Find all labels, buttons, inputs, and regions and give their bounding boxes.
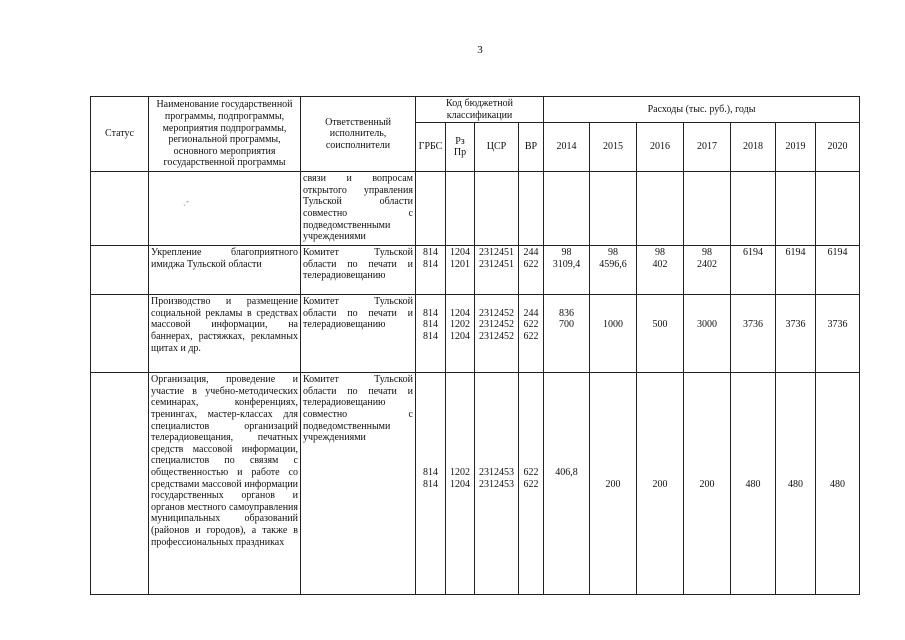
header-year-2020: 2020 [816, 123, 860, 172]
y2018-cell [731, 246, 776, 295]
csr-cell [475, 172, 519, 246]
y2014-cell [544, 295, 590, 373]
value-line: 2402 [697, 258, 718, 270]
value-line: 1204 [450, 247, 470, 259]
executor-cell: Комитет Тульской области по печати и телерадиовещанию совместно с подведомственными учреждениями [301, 373, 416, 595]
value-line: 1000 [603, 319, 624, 331]
y2015-cell [590, 373, 637, 595]
header-executor: Ответственный исполнитель, соисполнители [301, 97, 416, 172]
y2015-cell [590, 295, 637, 373]
y2015-cell [590, 172, 637, 246]
value-line: 814 [423, 247, 438, 259]
rzpr-cell [446, 246, 475, 295]
scan-speck: ˏ- [183, 196, 189, 206]
y2019-cell [776, 295, 816, 373]
status-cell [91, 246, 149, 295]
value-line: 500 [652, 319, 668, 331]
value-line: 6194 [785, 247, 806, 259]
value-line: 814 [423, 478, 438, 490]
value-line: 3736 [743, 319, 764, 331]
value-line: 1201 [450, 258, 470, 270]
value-line: 1202 [450, 466, 470, 478]
status-cell [91, 172, 149, 246]
program-name-cell: Производство и размещение социальной рекламы в средствах массовой информации, на баннерах, растяжках, рекламных щитах и др. [149, 295, 301, 373]
rzpr-cell [446, 172, 475, 246]
y2020-cell [816, 373, 860, 595]
y2019-cell [776, 373, 816, 595]
y2017-cell [684, 246, 731, 295]
value-line: 2312453 [479, 466, 514, 478]
value-line: 622 [523, 330, 539, 342]
value-line: 1204 [450, 307, 470, 319]
value-line: 3109,4 [552, 258, 581, 270]
header-csr: ЦСР [475, 123, 519, 172]
y2020-cell [816, 295, 860, 373]
status-cell [91, 373, 149, 595]
grbs-cell [416, 373, 446, 595]
executor-cell: связи и вопросам открытого управления Тульской области совместно с подведомственными учреждениями [301, 172, 416, 246]
header-grbs: ГРБС [416, 123, 446, 172]
value-line: 814 [423, 319, 438, 331]
value-line: 622 [523, 258, 539, 270]
executor-cell: Комитет Тульской области по печати и телерадиовещанию [301, 295, 416, 373]
value-line: 200 [699, 478, 715, 490]
y2019-cell [776, 246, 816, 295]
value-line: 200 [605, 478, 621, 490]
header-budget-code: Код бюджетной классификации [416, 97, 544, 123]
y2020-cell [816, 246, 860, 295]
page-number: 3 [477, 44, 483, 56]
header-year-2018: 2018 [731, 123, 776, 172]
value-line: 480 [830, 478, 846, 490]
y2014-cell [544, 172, 590, 246]
y2019-cell [776, 172, 816, 246]
value-line: 3000 [697, 319, 718, 331]
value-line: 6194 [827, 247, 848, 259]
value-line: 622 [523, 319, 539, 331]
rzpr-cell [446, 373, 475, 595]
value-line: 622 [523, 478, 539, 490]
rzpr-cell [446, 295, 475, 373]
header-year-2015: 2015 [590, 123, 637, 172]
table-row [91, 246, 860, 295]
y2017-cell [684, 373, 731, 595]
vr-cell [519, 246, 544, 295]
grbs-cell [416, 172, 446, 246]
value-line: 480 [745, 478, 761, 490]
value-line: 406,8 [555, 466, 578, 478]
table-row [91, 373, 860, 595]
value-line: 2312452 [479, 307, 514, 319]
y2015-cell [590, 246, 637, 295]
y2017-cell [684, 172, 731, 246]
y2014-cell [544, 373, 590, 595]
value-line: 2312452 [479, 319, 514, 331]
value-line: 2312451 [479, 258, 514, 270]
vr-cell [519, 295, 544, 373]
program-name-cell [149, 172, 301, 246]
header-status: Статус [91, 97, 149, 172]
value-line: 814 [423, 466, 438, 478]
y2018-cell [731, 172, 776, 246]
value-line: 3736 [785, 319, 806, 331]
value-line: 814 [423, 258, 438, 270]
value-line: 98 [702, 247, 713, 259]
value-line: 814 [423, 330, 438, 342]
header-year-2016: 2016 [637, 123, 684, 172]
value-line: 2312453 [479, 478, 514, 490]
value-line: 244 [523, 247, 539, 259]
y2017-cell [684, 295, 731, 373]
csr-cell [475, 295, 519, 373]
value-line: 836 [559, 307, 575, 319]
header-expenses: Расходы (тыс. руб.), годы [544, 97, 860, 123]
y2018-cell [731, 295, 776, 373]
y2018-cell [731, 373, 776, 595]
value-line: 622 [523, 466, 539, 478]
program-name-cell: Организация, проведение и участие в учебно-методических семинарах, конференциях, тренингах, мастер-классах для специалистов организаций телерадиовещания, печатных средств массовой информации, специалистов по связям с общественностью и работе со средствами массовой информации государственных органов и органов местного самоуправления муниципальных образований (районов и городов), а также в профессиональных праздниках [149, 373, 301, 595]
csr-cell [475, 373, 519, 595]
value-line: 200 [652, 478, 668, 490]
header-vr: ВР [519, 123, 544, 172]
status-cell [91, 295, 149, 373]
y2016-cell [637, 246, 684, 295]
value-line: 244 [523, 307, 539, 319]
grbs-cell [416, 246, 446, 295]
value-line: 3736 [827, 319, 848, 331]
value-line: 6194 [743, 247, 764, 259]
header-year-2017: 2017 [684, 123, 731, 172]
y2016-cell [637, 373, 684, 595]
value-line: 1202 [450, 319, 470, 331]
value-line: 98 [655, 247, 666, 259]
value-line: 2312451 [479, 247, 514, 259]
value-line: 1204 [450, 478, 470, 490]
y2016-cell [637, 172, 684, 246]
value-line: 814 [423, 307, 438, 319]
value-line: 98 [561, 247, 572, 259]
header-year-2014: 2014 [544, 123, 590, 172]
value-line: 402 [652, 258, 668, 270]
value-line: 98 [608, 247, 619, 259]
budget-table [90, 96, 860, 595]
y2014-cell [544, 246, 590, 295]
y2016-cell [637, 295, 684, 373]
value-line: 480 [788, 478, 804, 490]
value-line: 1204 [450, 330, 470, 342]
header-rzpr: Рз Пр [446, 123, 475, 172]
header-year-2019: 2019 [776, 123, 816, 172]
executor-cell: Комитет Тульской области по печати и телерадиовещанию [301, 246, 416, 295]
table-row [91, 172, 860, 246]
value-line: 2312452 [479, 330, 514, 342]
value-line: 700 [559, 319, 575, 331]
y2020-cell [816, 172, 860, 246]
grbs-cell [416, 295, 446, 373]
header-program-name: Наименование государственной программы, подпрограммы, мероприятия подпрограммы, региональной программы, основного мероприятия государственной программы [149, 97, 301, 172]
csr-cell [475, 246, 519, 295]
vr-cell [519, 373, 544, 595]
vr-cell [519, 172, 544, 246]
program-name-cell: Укрепление благоприятного имиджа Тульской области [149, 246, 301, 295]
value-line: 4596,6 [599, 258, 627, 270]
table-row [91, 295, 860, 373]
